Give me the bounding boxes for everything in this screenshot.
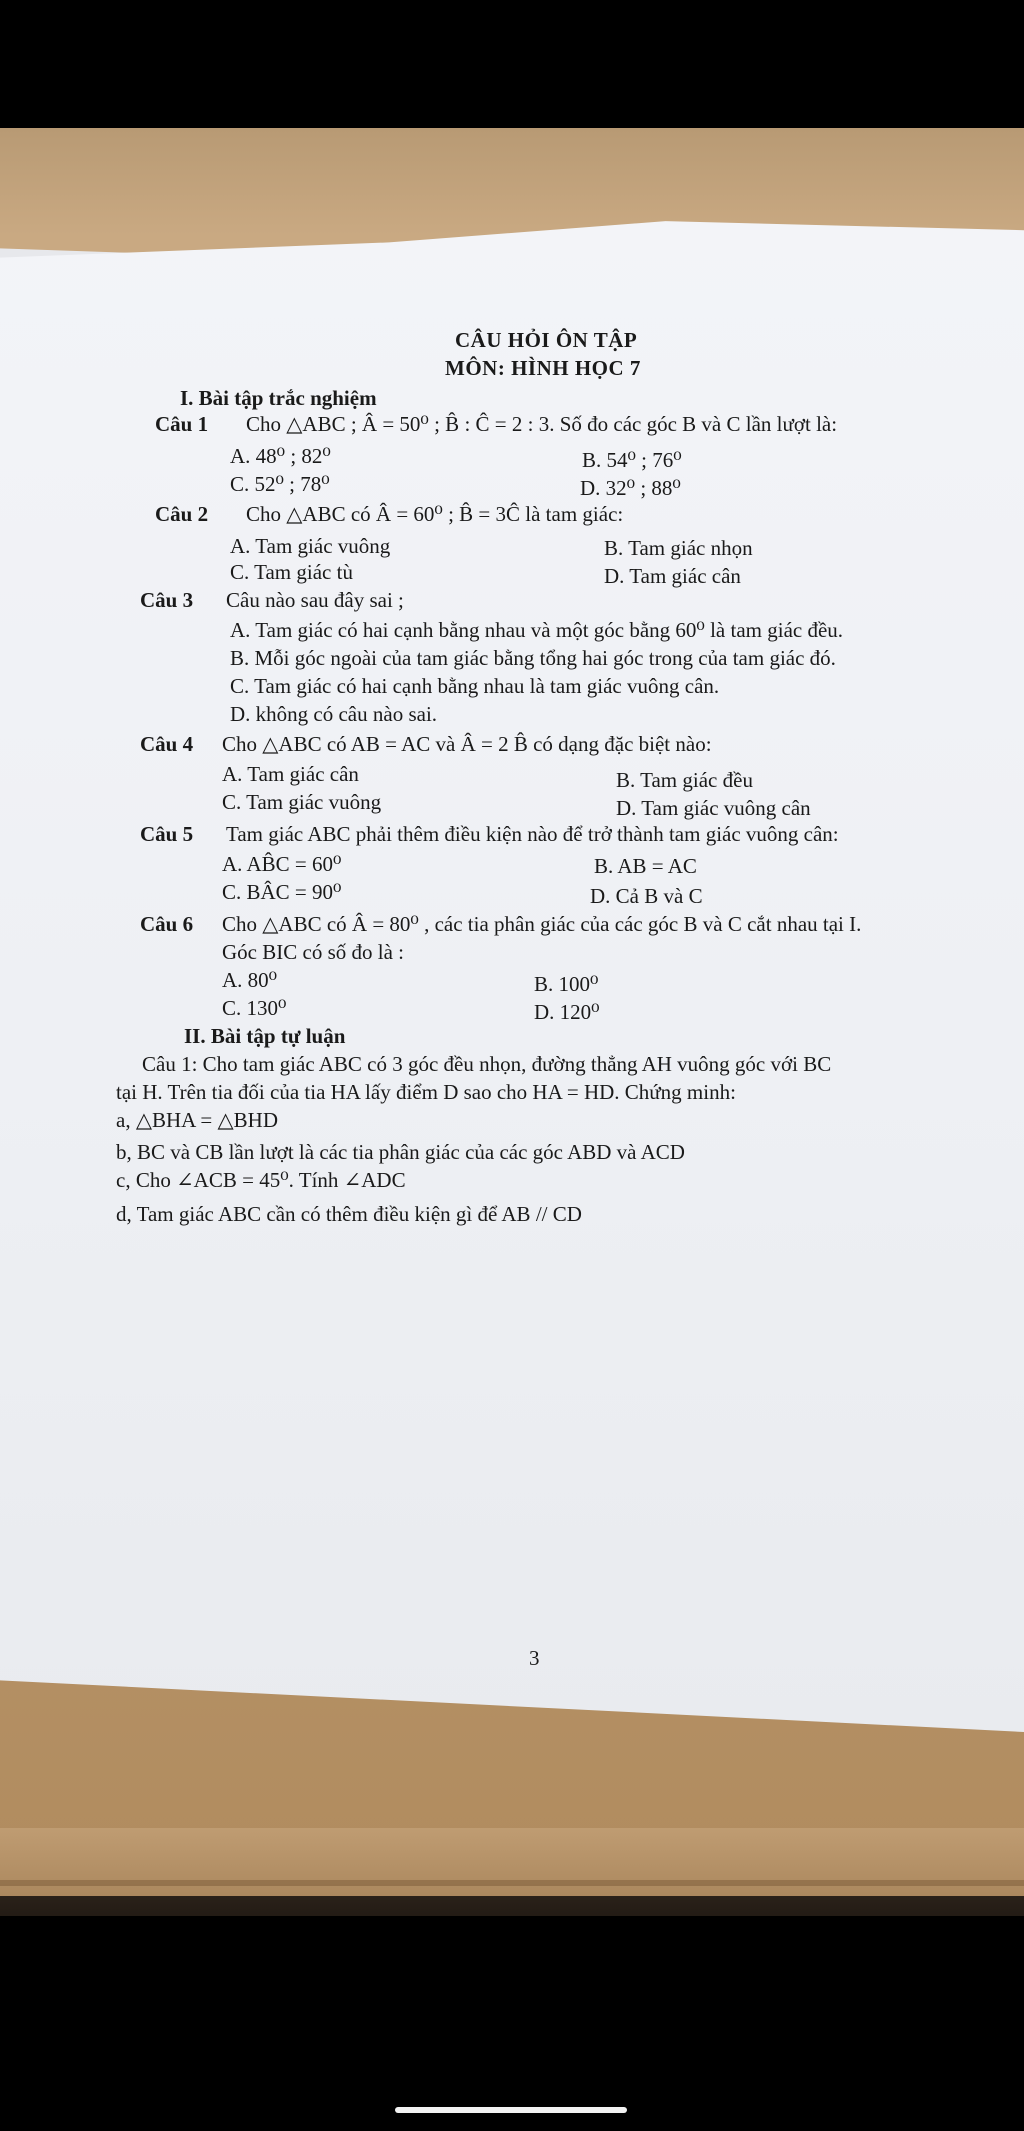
- home-indicator[interactable]: [395, 2107, 627, 2113]
- essay-line-1: Câu 1: Cho tam giác ABC có 3 góc đều nhọn, đường thẳng AH vuông góc với BC: [142, 1052, 832, 1076]
- q3-line-a: A. Tam giác có hai cạnh bằng nhau và một góc bằng 60⁰ là tam giác đều.: [230, 618, 844, 642]
- q6-option-d: D. 120⁰: [534, 1000, 600, 1024]
- q6-label: Câu 6: [140, 912, 194, 936]
- worksheet-subject: MÔN: HÌNH HỌC 7: [445, 356, 641, 380]
- q1-label: Câu 1: [155, 412, 209, 436]
- worksheet-title: CÂU HỎI ÔN TẬP: [455, 328, 638, 352]
- essay-line-c: c, Cho ∠ACB = 45⁰. Tính ∠ADC: [116, 1168, 406, 1192]
- q3-text: Câu nào sau đây sai ;: [226, 588, 404, 612]
- q1-option-b: B. 54⁰ ; 76⁰: [582, 448, 682, 472]
- q1-option-d: D. 32⁰ ; 88⁰: [580, 476, 681, 500]
- q2-label: Câu 2: [155, 502, 209, 526]
- q5-option-d: D. Cả B và C: [590, 884, 703, 908]
- worksheet-page: [0, 212, 1024, 1732]
- q6-option-a: A. 80⁰: [222, 968, 278, 992]
- q6-option-b: B. 100⁰: [534, 972, 599, 996]
- q2-option-b: B. Tam giác nhọn: [604, 536, 753, 560]
- essay-line-b: b, BC và CB lần lượt là các tia phân giác của các góc ABD và ACD: [116, 1140, 685, 1164]
- page-number: 3: [529, 1646, 540, 1670]
- q6-text: Cho △ABC có Â = 80⁰ , các tia phân giác của các góc B và C cắt nhau tại I.: [222, 912, 862, 936]
- q2-text: Cho △ABC có Â = 60⁰ ; B̂ = 3Ĉ là tam giác:: [246, 502, 624, 526]
- q2-option-a: A. Tam giác vuông: [230, 534, 391, 558]
- q3-label: Câu 3: [140, 588, 194, 612]
- q4-option-a: A. Tam giác cân: [222, 762, 359, 786]
- q4-text: Cho △ABC có AB = AC và Â = 2 B̂ có dạng đặc biệt nào:: [222, 732, 712, 756]
- q5-label: Câu 5: [140, 822, 194, 846]
- q3-line-d: D. không có câu nào sai.: [230, 702, 438, 726]
- q5-option-b: B. AB = AC: [594, 854, 697, 878]
- q1-text: Cho △ABC ; Â = 50⁰ ; B̂ : Ĉ = 2 : 3. Số đo các góc B và C lần lượt là:: [246, 412, 838, 436]
- q5-text: Tam giác ABC phải thêm điều kiện nào để trở thành tam giác vuông cân:: [226, 822, 839, 846]
- q4-option-c: C. Tam giác vuông: [222, 790, 382, 814]
- section2-heading: II. Bài tập tự luận: [184, 1024, 346, 1048]
- q6-text-2: Góc BIC có số đo là :: [222, 940, 404, 964]
- section1-heading: I. Bài tập trắc nghiệm: [180, 386, 377, 410]
- q2-option-d: D. Tam giác cân: [604, 564, 741, 588]
- essay-line-d: d, Tam giác ABC cần có thêm điều kiện gì để AB // CD: [116, 1202, 582, 1226]
- q4-option-b: B. Tam giác đều: [616, 768, 753, 792]
- q4-label: Câu 4: [140, 732, 194, 756]
- q2-option-c: C. Tam giác tù: [230, 560, 353, 584]
- q3-line-b: B. Mỗi góc ngoài của tam giác bằng tổng hai góc trong của tam giác đó.: [230, 646, 836, 670]
- q5-option-a: A. AB̂C = 60⁰: [222, 852, 342, 876]
- q1-option-a: A. 48⁰ ; 82⁰: [230, 444, 331, 468]
- q3-line-c: C. Tam giác có hai cạnh bằng nhau là tam giác vuông cân.: [230, 674, 720, 698]
- q4-option-d: D. Tam giác vuông cân: [616, 796, 811, 820]
- essay-line-a: a, △BHA = △BHD: [116, 1108, 278, 1132]
- q1-option-c: C. 52⁰ ; 78⁰: [230, 472, 330, 496]
- essay-line-2: tại H. Trên tia đối của tia HA lấy điểm D sao cho HA = HD. Chứng minh:: [116, 1080, 736, 1104]
- shadow-area: [0, 1896, 1024, 1916]
- q6-option-c: C. 130⁰: [222, 996, 287, 1020]
- table-edge: [0, 1880, 1024, 1886]
- q5-option-c: C. BÂC = 90⁰: [222, 880, 342, 904]
